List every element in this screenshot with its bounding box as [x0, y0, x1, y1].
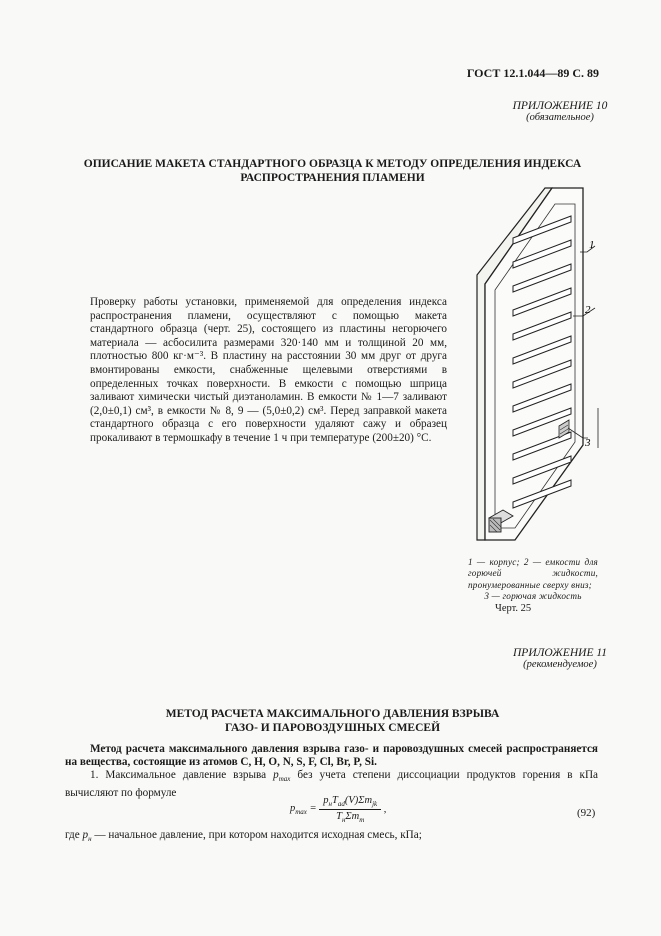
figure-legend	[468, 557, 598, 602]
standard-reference: ГОСТ 12.1.044—89 С. 89	[466, 66, 599, 80]
sample-mockup-figure	[455, 180, 620, 555]
where-text-b: — начальное давление, при котором находится исходная смесь, кПа;	[94, 829, 422, 841]
callout-2: 2	[585, 304, 591, 316]
item-1-text-a: 1. Максимальное давление взрыва	[90, 769, 267, 781]
where-definition	[65, 829, 422, 843]
section-1-title-line1: ОПИСАНИЕ МАКЕТА СТАНДАРТНОГО ОБРАЗЦА К МЕТОДУ ОПРЕДЕЛЕНИЯ ИНДЕКСА	[83, 158, 582, 170]
appendix-10-heading	[505, 100, 615, 123]
section-1-title-line2: РАСПРОСТРАНЕНИЯ ПЛАМЕНИ	[240, 172, 425, 184]
figure-legend-last: 3 — горючая жидкость	[484, 590, 582, 601]
pn-symbol: $p_н$	[82, 829, 92, 844]
formula-number: (92)	[577, 807, 596, 819]
pmax-formula: $p_{max}$ = $\frac{p_нT_{ad}(V)\Sigma m_{jk}}{T_н\Sigma m_m}$ ,	[290, 795, 387, 825]
callout-3: 3	[585, 437, 591, 449]
section-1-paragraph: Проверку работы установки, применяемой для определения индекса распространения пламени, осуществляют с помощью макета стандартного образца (черт. 25), состоящего из пластины негорючего материала — асбосилита размерами 320·140 мм и толщиной 20 мм, плотностью 800 кг·м⁻³. В пластину на расстоянии 30 мм друг от друга вмонтированы емкости, снабженные щелевыми отверстиями в определенных точках поверхности. В емкости с помощью шприца заливают химически чистый диэтаноламин. В емкости № 1—7 заливают (2,0±0,1) см³, в емкости № 8, 9 — (5,0±0,2) см³. Перед заправкой макета стандартного образца с его поверхности удаляют сажу и образец прокаливают в термошкафу в течение 1 ч при температуре (200±20) °С.	[90, 296, 447, 444]
appendix-11-label: ПРИЛОЖЕНИЕ 11	[512, 647, 607, 659]
figure-legend-items: 1 — корпус; 2 — емкости для горючей жидкости, пронумерованные сверху вниз;	[468, 557, 598, 590]
appendix-11-heading	[505, 647, 615, 670]
appendix-10-status: (обязательное)	[526, 112, 594, 123]
callout-1: 1	[589, 239, 595, 251]
section-2-title-line2: ГАЗО- И ПАРОВОЗДУШНЫХ СМЕСЕЙ	[224, 722, 441, 734]
section-2-title-line1: МЕТОД РАСЧЕТА МАКСИМАЛЬНОГО ДАВЛЕНИЯ ВЗРЫВА	[165, 708, 500, 720]
appendix-10-label: ПРИЛОЖЕНИЕ 10	[512, 100, 608, 112]
figure-caption: Черт. 25	[495, 603, 532, 614]
method-scope-paragraph: Метод расчета максимального давления взрыва газо- и паровоздушных смесей распространяется на вещества, состоящие из атомов C, H, O, N, S, F, Cl, Br, P, Si.	[65, 743, 598, 769]
item-1-text-b: без учета степени диссоциации продуктов горения в кПа вычисляют по формуле	[65, 769, 599, 799]
where-text-a: где	[65, 829, 80, 841]
section-2-title	[120, 707, 545, 735]
pmax-symbol: $p_{max}$	[273, 769, 291, 784]
appendix-11-status: (рекомендуемое)	[523, 659, 597, 670]
